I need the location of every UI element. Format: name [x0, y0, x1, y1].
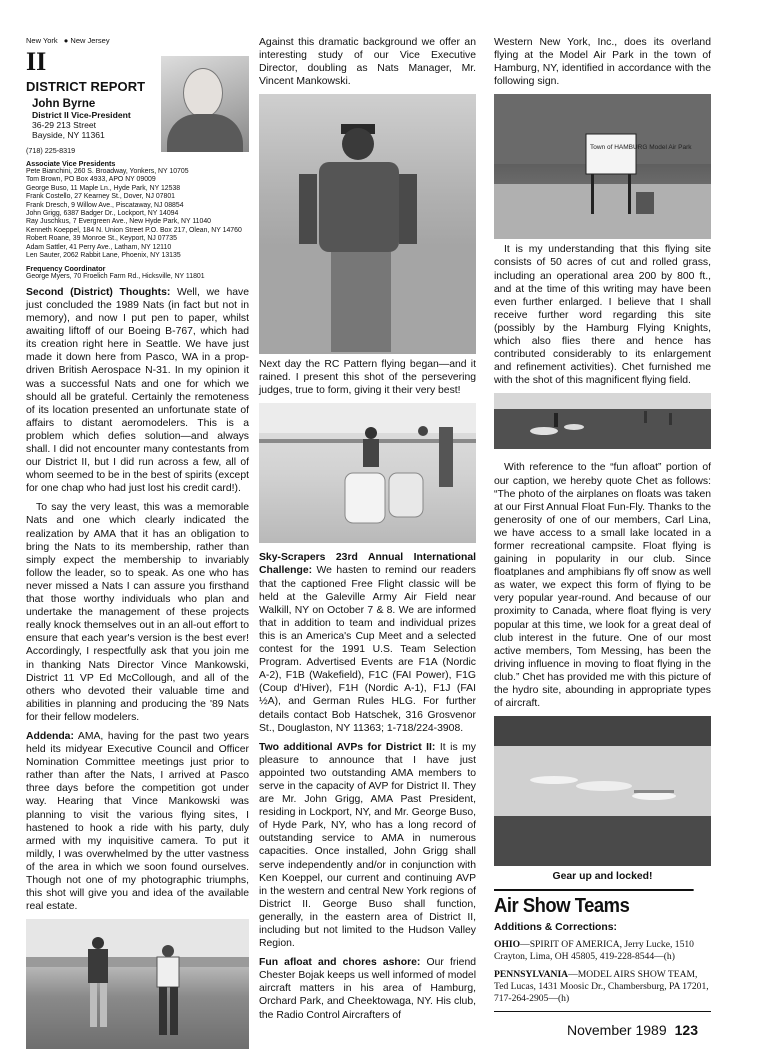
walkers-illustration — [26, 919, 249, 1049]
paragraph-text: Our friend Chester Bojak keeps us well informed of model aircraft matters in his area of Hamburg, Orchard Park, and Cheektowaga, NY. His club, the Radio Control Aircrafters of — [259, 957, 476, 1021]
photo-vince-mankowski — [259, 94, 476, 354]
paragraph-flying-site: It is my understanding that this flying site consists of 50 acres of cut and rolled grass, including an operational area 200 by 800 ft., and at the time of this writing may have been even further enlarged. I believe that I shall receive further word regarding this site (possibly by the Hamburg Flying Knights, which also flies there and hence has contributed considerably to its enlargement and refinement activities). Chet furnished me with the shot of this magnificent flying field. — [494, 244, 711, 387]
assoc-item: Robert Roane, 39 Monroe St., Keyport, NJ 07735 — [26, 235, 177, 243]
paragraph-text: Well, we have just concluded the 1989 Nats (in fact but not in memory), and now I put pen to paper, whilst awaiting liftoff of our Boeing B-767, which had its creation right here in Seattle. We have just made it down here from Pasco, WA in a prop-driven British Aerospace N-31. In my opinion it was a successful Nats and one for which we should all be grateful. Certainly the remoteness of its location presented an unfortunate state of affairs to distant aeromodelers. This is a problem which defies solution—and always shall. I did not encounter many contestants from our District II, but I did run across a few, all of whom seemed to be in the best of spirits (except for one chap who had just lost his credit card!). — [26, 286, 249, 495]
assoc-item: Frank Costello, 27 Kearney St., Dover, NJ 07801 — [26, 193, 175, 201]
page-footer — [567, 1022, 698, 1038]
paragraph-avps — [259, 741, 476, 951]
entry-text: —SPIRIT OF AMERICA, Jerry Lucke, 1510 Crayton, Lima, OH 45805, 419-228-8544—(h) — [494, 939, 694, 963]
photo-hydro-site — [494, 716, 711, 866]
contact-title: District II Vice-President — [32, 110, 131, 120]
freq-coordinator: George Myers, 70 Froelich Farm Rd., Hicksville, NY 11801 — [26, 273, 205, 281]
man-in-cap-illustration — [259, 94, 476, 354]
contact-phone: (718) 225-8319 — [26, 146, 76, 155]
region-line — [26, 36, 249, 45]
sign-illustration — [494, 94, 711, 239]
assoc-item: Adam Sattler, 41 Perry Ave., Latham, NY 12110 — [26, 243, 172, 251]
air-show-teams-title: Air Show Teams — [494, 889, 694, 918]
region-nj: New Jersey — [70, 36, 110, 45]
assoc-item: George Buso, 11 Maple Ln., Hyde Park, NY 12538 — [26, 184, 181, 192]
contact-address-2: Bayside, NY 11361 — [32, 130, 105, 140]
region-ny: New York — [26, 36, 58, 45]
assoc-list — [26, 168, 249, 260]
column-right — [494, 36, 711, 1012]
column-middle — [259, 36, 476, 1028]
air-show-subtitle: Additions & Corrections: — [494, 922, 617, 934]
assoc-item: Frank Dresch, 9 Willow Ave., Piscataway, NJ 08854 — [26, 201, 184, 209]
entry-state: PENNSYLVANIA — [494, 969, 569, 981]
hydro-site-illustration — [494, 716, 711, 866]
assoc-item: Ray Juschkus, 7 Evergreen Ave., New Hyde Park, NY 11040 — [26, 218, 211, 226]
contact-address-1: 36-29 213 Street — [32, 120, 97, 130]
paragraph-fun-afloat — [259, 956, 476, 1021]
air-show-entry-ohio — [494, 939, 711, 963]
air-show-entry-pennsylvania — [494, 969, 711, 1005]
paragraph-sky-scrapers — [259, 551, 476, 734]
paragraph-thoughts — [26, 286, 249, 496]
photo-flying-field — [494, 393, 711, 449]
paragraph-western-ny: Western New York, Inc., does its overland flying at the Model Air Park in the town of Hamburg, NY, identified in accordance with the following sign. — [494, 37, 711, 88]
paragraph-lead: Two additional AVPs for District II: — [259, 741, 436, 753]
paragraph-text: We hasten to remind our readers that the captioned Free Flight classic will be held at the Galeville Army Air Field near Walkill, NY on October 7 & 8. We are informed that in addition to team and individual prizes this is an America's Cup Meet and a selected contest for the 1991 U.S. Team Selection Program. Advertised Events are F1A (Nordic A-2), F1B (Wakefield), F1C (FAI Power), F1G (Coup d'Hiver), F1H (Nordic A-1), F1J (FAI ½A), and German Rules HLG. For further details contact Bob Hatschek, 316 Grosvenor St., Douglaston, NY 11363; 1-718/224-3908. — [259, 565, 476, 734]
caption-rc-pattern: Next day the RC Pattern flying began—and it rained. I present this shot of the persevering judges, true to form, giving it their very best! — [259, 359, 476, 397]
paragraph-lead: Second (District) Thoughts: — [26, 286, 171, 298]
paragraph-nats: To say the very least, this was a memorable Nats and one which clearly indicated the realization by AMA that it has an obligation to bring the Nats to its membership, rather than simply expect the membership to invariably follow the leader, so to speak. As one who has never missed a Nats I can assure you firsthand that those worthy individuals who plan and undertake the management of these projects really knock themselves out in an all-out effort to ensure that each year's version is the best ever! Accordingly, I respectfully ask that you join me in thanking Nats Director Vince Mankowski, District 11 VP Ed McCollough, and all of the others who devoted their valuable time and abilities in planning and producing the '89 Nats for their fellow modelers. — [26, 502, 249, 723]
portrait-photo — [161, 56, 249, 152]
entry-state: OHIO — [494, 939, 521, 951]
paragraph-text: AMA, having for the past two years held its midyear Executive Council and Officer Nomination Committee meetings just prior to rather than after the Nats, I arrived at Pasco three days before the competition got under way. Hearing that Vince Mankowski was planning to visit the various flying sites, I hastened to hook a ride with his party, duly armed with my inquisitive camera. To put it mildly, I was overwhelmed by the utter vastness of the area in which we soon found ourselves. Though not one of my photographic triumphs, this shot will give you and idea of the available real estate. — [26, 730, 249, 913]
sign-text: Town of HAMBURG Model Air Park — [590, 144, 692, 152]
caption-gear-up: Gear up and locked! — [552, 871, 653, 883]
assoc-item: Tom Brown, PO Box 4933, APO NY 09009 — [26, 176, 156, 184]
freq-heading: Frequency Coordinator — [26, 264, 106, 274]
assoc-item: Pete Bianchini, 260 S. Broadway, Yonkers, NY 10705 — [26, 168, 189, 175]
assoc-item: Kenneth Koeppel, 184 N. Union Street P.O. Box 217, Olean, NY 14760 — [26, 226, 242, 234]
paragraph-lead: Addenda: — [26, 730, 74, 742]
assoc-item: Len Sauter, 2062 Rabbit Lane, Phoenix, NY 13135 — [26, 252, 181, 260]
region-separator: ● — [63, 36, 69, 45]
entry-text: —MODEL AIRS SHOW TEAM, Ted Lucas, 1431 Moosic Dr., Chambersburg, PA 17201, 717-264-2905—(h) — [494, 969, 709, 1005]
paragraph-lead: Fun afloat and chores ashore: — [259, 957, 421, 969]
paragraph-lead: Sky-Scrapers 23rd Annual International Challenge: — [259, 552, 476, 577]
paragraph-floats: With reference to the “fun afloat” portion of our caption, we hereby quote Chet as follows: “The photo of the airplanes on floats was taken at our First Annual Float Fun-Fly. Thanks to the generosity of one of our members, Carl Lina, we have access to a small lake located in a former recreational campsite. Float flying is gaining in popularity in our club. Since floatplanes and amphibians fly off snow as well as water, we expect this form of flying to be very popular year-round. And because of our proximity to Canada, where float flying is very popular at this time, we look for a great deal of club interest in the future. One of our most active members, Tom Messing, has been the driving influence in moving to float flying in the club.” Chet has provided me with this picture of the hydro site, abounding in appropriate types of aircraft. — [494, 462, 711, 710]
assoc-heading: Associate Vice Presidents — [26, 159, 116, 168]
page-number: 123 — [674, 1022, 698, 1038]
column-left — [26, 36, 249, 1049]
contact-name: John Byrne — [32, 98, 96, 110]
photo-hamburg-sign — [494, 94, 711, 239]
photo-judges — [259, 403, 476, 543]
assoc-item: John Grigg, 6387 Badger Dr., Lockport, NY 14094 — [26, 210, 179, 218]
issue-date: November 1989 — [567, 1022, 667, 1038]
paragraph-background: Against this dramatic background we offer an interesting study of our Vice Executive Director, doubling as Nats Manager, Mr. Vincent Mankowski. — [259, 37, 476, 88]
photo-field-walkers — [26, 919, 249, 1049]
judges-illustration — [259, 403, 476, 543]
flying-field-illustration — [494, 393, 711, 449]
section-title: DISTRICT REPORT — [26, 79, 146, 94]
section-rule — [494, 1011, 711, 1012]
district-numeral: II — [26, 47, 47, 76]
paragraph-text: It is my pleasure to announce that I have just appointed two outstanding AMA members to serve in the capacity of AVP for District II. They are Mr. John Grigg, AMA Past President, residing in Lockport, NY, and Mr. George Buso, of Hyde Park, NY, who has a long record of outstanding service to AMA in numerous capacities. Once installed, John Grigg shall serve independently and/or in conjunction with Ken Koeppel, our current and continuing AVP in the western and central New York regions of District II. George Buso shall function, generally, in the eastern area of District II, including but not limited to the Hudson Valley Region. — [259, 741, 477, 950]
paragraph-addenda — [26, 730, 249, 913]
